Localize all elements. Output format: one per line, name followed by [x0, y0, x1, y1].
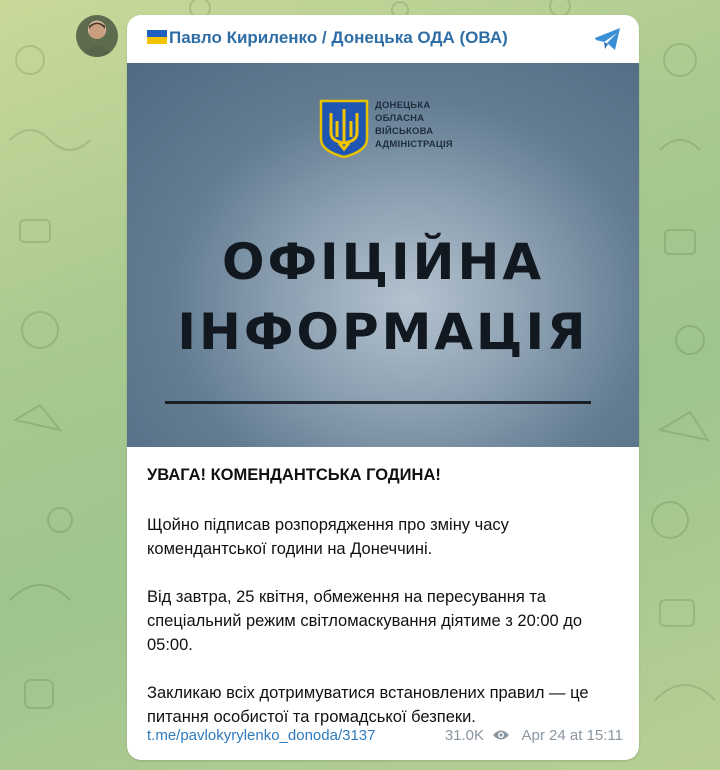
message-card — [127, 15, 639, 760]
telegram-icon[interactable] — [593, 25, 623, 53]
org-name-line: ДОНЕЦЬКА — [375, 100, 431, 111]
view-count: 31.0K — [444, 727, 485, 744]
org-name-line: ВІЙСЬКОВА — [375, 126, 434, 137]
banner-title-line-1: ОФІЦІЙНА — [221, 233, 545, 291]
message-paragraph: Закликаю всіх дотримуватися встановлених правил — це питання особистої та громадської безпеки. — [147, 684, 589, 726]
trident-emblem-icon — [319, 99, 369, 159]
message-footer — [147, 727, 623, 749]
eye-icon — [492, 729, 510, 741]
channel-avatar[interactable] — [76, 15, 118, 57]
message-link[interactable]: t.me/pavlokyrylenko_donoda/3137 — [147, 727, 376, 744]
message-text — [147, 463, 627, 753]
ukraine-flag-icon — [147, 30, 167, 44]
banner-underline — [165, 401, 591, 404]
banner-title-line-2: ІНФОРМАЦІЯ — [177, 303, 589, 361]
channel-name-link[interactable] — [147, 28, 508, 48]
timestamp: Apr 24 at 15:11 — [521, 727, 623, 744]
org-name — [375, 99, 453, 151]
message-header — [127, 15, 639, 63]
message-heading: УВАГА! КОМЕНДАНТСЬКА ГОДИНА! — [147, 466, 441, 484]
org-name-line: АДМІНІСТРАЦІЯ — [375, 139, 453, 150]
org-name-line: ОБЛАСНА — [375, 113, 425, 124]
channel-name: Павло Кириленко / Донецька ОДА (ОВА) — [169, 28, 508, 47]
message-meta — [445, 727, 623, 744]
message-paragraph: Від завтра, 25 квітня, обмеження на пересування та спеціальний режим світломаскування діятиме з 20:00 до 05:00. — [147, 588, 583, 654]
person-avatar-icon — [76, 15, 118, 57]
message-paragraph: Щойно підписав розпорядження про зміну часу комендантської години на Донеччині. — [147, 516, 509, 558]
official-info-banner[interactable] — [127, 63, 639, 447]
